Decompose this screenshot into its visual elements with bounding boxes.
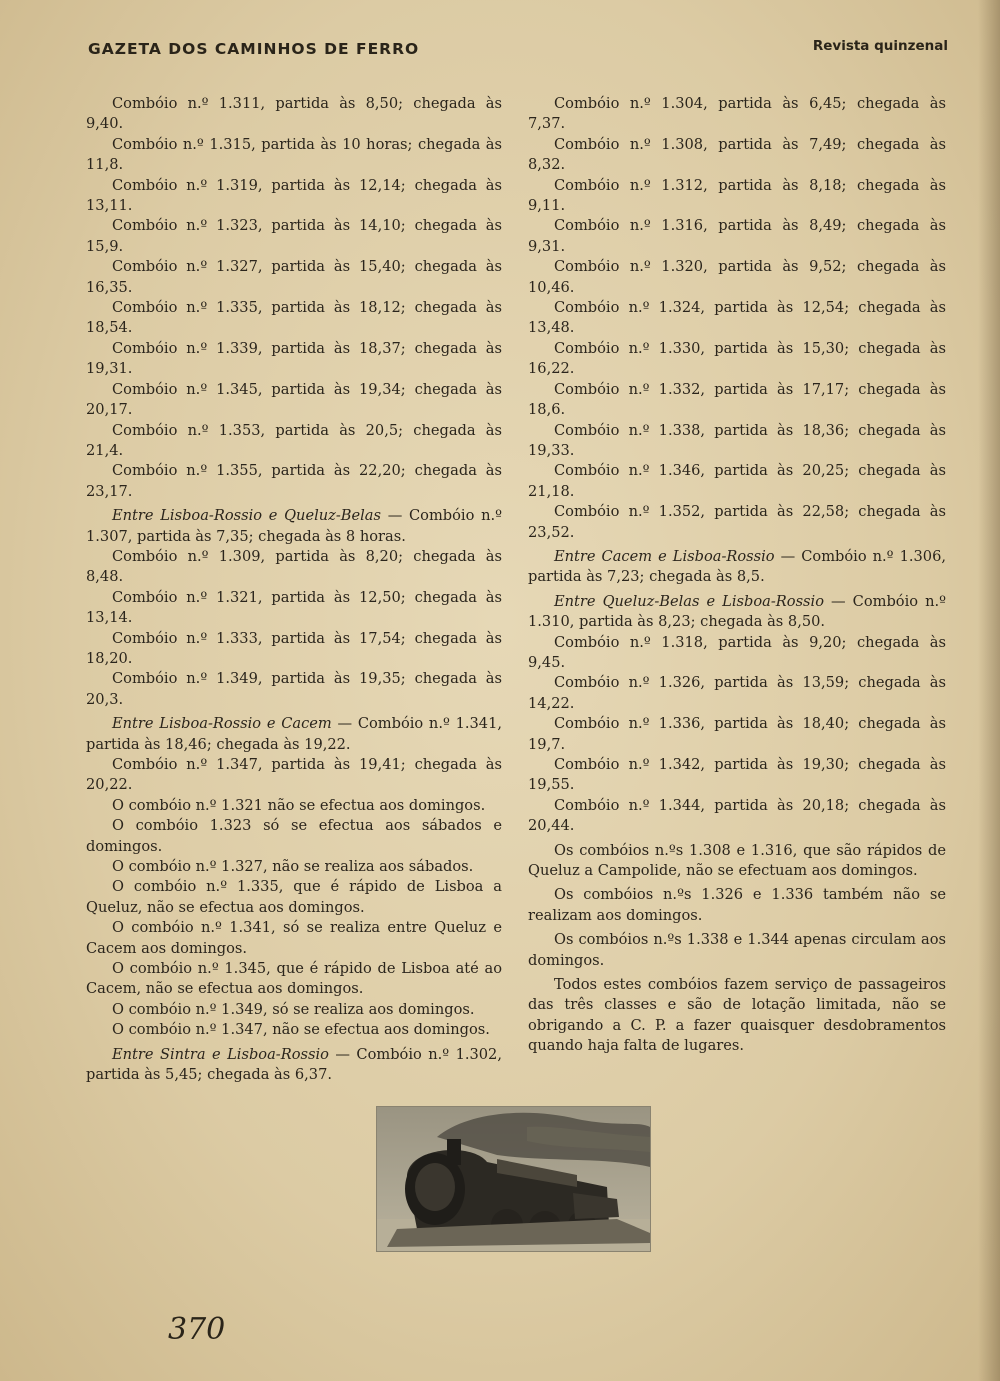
paragraph-text: Todos estes combóios fazem serviço de passageiros das três classes e são de lotação limitada, não se obrigando a C. P. a fazer quaisquer desdobramentos quando haja falta de lugares. <box>528 976 946 1055</box>
paragraph <box>528 502 946 543</box>
paragraph-text: O combóio n.º 1.321 não se efectua aos domingos. <box>112 796 486 814</box>
paragraph-text: Os combóios n.ºs 1.308 e 1.316, que são rápidos de Queluz a Campolide, não se efectuam aos domingos. <box>528 841 946 880</box>
paragraph-text: Combóio n.º 1.332, partida às 17,17; chegada às 18,6. <box>528 380 946 419</box>
paragraph <box>86 339 502 380</box>
paragraph <box>86 176 502 217</box>
paragraph <box>528 841 946 882</box>
running-header-subtitle: Revista quinzenal <box>812 38 948 54</box>
right-text-column <box>528 94 946 1057</box>
page-number: 370 <box>168 1312 226 1347</box>
paragraph <box>86 959 502 1000</box>
paragraph <box>86 380 502 421</box>
paragraph-text: — Combóio n.º 1.310, partida às 8,23; chegada às 8,50. <box>528 592 946 631</box>
paragraph <box>86 588 502 629</box>
paragraph <box>86 461 502 502</box>
paragraph <box>86 1000 502 1020</box>
paragraph <box>528 975 946 1057</box>
paragraph-text: Combóio n.º 1.324, partida às 12,54; chegada às 13,48. <box>528 299 946 337</box>
paragraph-text: Combóio n.º 1.323, partida às 14,10; chegada às 15,9. <box>86 217 502 255</box>
paragraph <box>86 216 502 257</box>
paragraph <box>86 857 502 877</box>
paragraph <box>86 755 502 796</box>
paragraph <box>86 547 502 588</box>
locomotive-photo <box>376 1106 651 1252</box>
left-text-column <box>86 94 502 1086</box>
paragraph-text: Combóio n.º 1.320, partida às 9,52; chegada às 10,46. <box>528 258 946 296</box>
paragraph-text: Combóio n.º 1.352, partida às 22,58; chegada às 23,52. <box>528 503 946 541</box>
paragraph <box>86 257 502 298</box>
paragraph-text: Combóio n.º 1.338, partida às 18,36; chegada às 19,33. <box>528 421 946 459</box>
paragraph <box>86 1020 502 1040</box>
paragraph <box>86 506 502 547</box>
running-header-title: GAZETA DOS CAMINHOS DE FERRO <box>88 40 420 58</box>
paragraph <box>528 714 946 755</box>
paragraph-text: Combóio n.º 1.336, partida às 18,40; chegada às 19,7. <box>528 715 946 753</box>
paragraph-text: Combóio n.º 1.315, partida às 10 horas; chegada às 11,8. <box>86 135 502 174</box>
paragraph <box>86 1045 502 1086</box>
paragraph-text: O combóio n.º 1.327, não se realiza aos sábados. <box>112 858 474 876</box>
steam-locomotive-icon <box>377 1107 650 1251</box>
paragraph-text: Combóio n.º 1.311, partida às 8,50; chegada às 9,40. <box>86 95 502 133</box>
paragraph <box>528 547 946 588</box>
paragraph-text: Combóio n.º 1.344, partida às 20,18; chegada às 20,44. <box>528 796 946 835</box>
paragraph-text: Combóio n.º 1.327, partida às 15,40; chegada às 16,35. <box>86 258 502 296</box>
paragraph-text: Combóio n.º 1.345, partida às 19,34; chegada às 20,17. <box>86 380 502 419</box>
paragraph <box>528 633 946 674</box>
paragraph-text: Combóio n.º 1.309, partida às 8,20; chegada às 8,48. <box>86 547 502 586</box>
paragraph <box>86 94 502 135</box>
paragraph-text: Os combóios n.ºs 1.326 e 1.336 também não se realizam aos domingos. <box>528 886 946 924</box>
paragraph <box>86 816 502 857</box>
paragraph-text: Combóio n.º 1.330, partida às 15,30; chegada às 16,22. <box>528 339 946 378</box>
paragraph <box>86 421 502 462</box>
paragraph-text: — Combóio n.º 1.306, partida às 7,23; chegada às 8,5. <box>528 547 946 586</box>
paragraph <box>528 592 946 633</box>
paragraph <box>86 669 502 710</box>
page-edge-shadow <box>978 0 1000 1381</box>
paragraph <box>86 918 502 959</box>
paragraph <box>528 421 946 462</box>
route-heading: Entre Cacem e Lisboa-Rossio <box>554 547 775 565</box>
paragraph-text: Combóio n.º 1.304, partida às 6,45; chegada às 7,37. <box>528 95 946 133</box>
paragraph-text: Combóio n.º 1.346, partida às 20,25; chegada às 21,18. <box>528 462 946 500</box>
paragraph-text: Combóio n.º 1.319, partida às 12,14; chegada às 13,11. <box>86 176 502 215</box>
paragraph-text: O combóio n.º 1.345, que é rápido de Lisboa até ao Cacem, não se efectua aos domingos. <box>86 960 502 998</box>
paragraph-text: O combóio n.º 1.341, só se realiza entre Queluz e Cacem aos domingos. <box>86 919 502 957</box>
paragraph-text: Combóio n.º 1.321, partida às 12,50; chegada às 13,14. <box>86 588 502 627</box>
route-heading: Entre Lisboa-Rossio e Cacem <box>112 715 332 733</box>
paragraph <box>528 885 946 926</box>
paragraph <box>86 298 502 339</box>
paragraph-text: O combóio n.º 1.335, que é rápido de Lisboa a Queluz, não se efectua aos domingos. <box>86 878 502 916</box>
paragraph <box>86 877 502 918</box>
paragraph <box>528 176 946 217</box>
paragraph <box>528 257 946 298</box>
paragraph <box>86 135 502 176</box>
paragraph-text: Combóio n.º 1.308, partida às 7,49; chegada às 8,32. <box>528 135 946 174</box>
paragraph-text: Combóio n.º 1.326, partida às 13,59; chegada às 14,22. <box>528 674 946 712</box>
paragraph-text: Combóio n.º 1.353, partida às 20,5; chegada às 21,4. <box>86 421 502 459</box>
paragraph-text: Combóio n.º 1.333, partida às 17,54; chegada às 18,20. <box>86 629 502 667</box>
paragraph-text: — Combóio n.º 1.341, partida às 18,46; chegada às 19,22. <box>86 715 502 753</box>
paragraph <box>86 796 502 816</box>
route-heading: Entre Sintra e Lisboa-Rossio <box>112 1045 329 1063</box>
paragraph <box>528 461 946 502</box>
paragraph-text: Combóio n.º 1.318, partida às 9,20; chegada às 9,45. <box>528 633 946 671</box>
paragraph-text: Combóio n.º 1.312, partida às 8,18; chegada às 9,11. <box>528 176 946 215</box>
paragraph <box>528 135 946 176</box>
paragraph <box>528 673 946 714</box>
paragraph-text: Combóio n.º 1.335, partida às 18,12; chegada às 18,54. <box>86 299 502 337</box>
paragraph-text: Combóio n.º 1.355, partida às 22,20; chegada às 23,17. <box>86 462 502 500</box>
paragraph-text: — Combóio n.º 1.307, partida às 7,35; chegada às 8 horas. <box>86 507 502 545</box>
paragraph-text: Combóio n.º 1.347, partida às 19,41; chegada às 20,22. <box>86 756 502 794</box>
paragraph <box>528 339 946 380</box>
paragraph <box>528 298 946 339</box>
paragraph <box>528 796 946 837</box>
paragraph-text: Combóio n.º 1.342, partida às 19,30; chegada às 19,55. <box>528 756 946 794</box>
paragraph-text: Combóio n.º 1.316, partida às 8,49; chegada às 9,31. <box>528 217 946 255</box>
paragraph <box>86 629 502 670</box>
route-heading: Entre Queluz-Belas e Lisboa-Rossio <box>554 592 824 610</box>
paragraph-text: Os combóios n.ºs 1.338 e 1.344 apenas circulam aos domingos. <box>528 931 946 969</box>
paragraph <box>528 94 946 135</box>
paragraph-text: O combóio n.º 1.347, não se efectua aos domingos. <box>112 1021 490 1039</box>
paragraph <box>528 755 946 796</box>
paragraph-text: O combóio 1.323 só se efectua aos sábados e domingos. <box>86 817 502 855</box>
paragraph <box>86 714 502 755</box>
paragraph <box>528 380 946 421</box>
paragraph-text: — Combóio n.º 1.302, partida às 5,45; chegada às 6,37. <box>86 1045 502 1084</box>
paragraph <box>528 216 946 257</box>
paragraph-text: O combóio n.º 1.349, só se realiza aos domingos. <box>112 1000 475 1018</box>
paragraph-text: Combóio n.º 1.339, partida às 18,37; chegada às 19,31. <box>86 339 502 378</box>
paragraph <box>528 930 946 971</box>
route-heading: Entre Lisboa-Rossio e Queluz-Belas <box>112 507 381 525</box>
paragraph-text: Combóio n.º 1.349, partida às 19,35; chegada às 20,3. <box>86 670 502 708</box>
